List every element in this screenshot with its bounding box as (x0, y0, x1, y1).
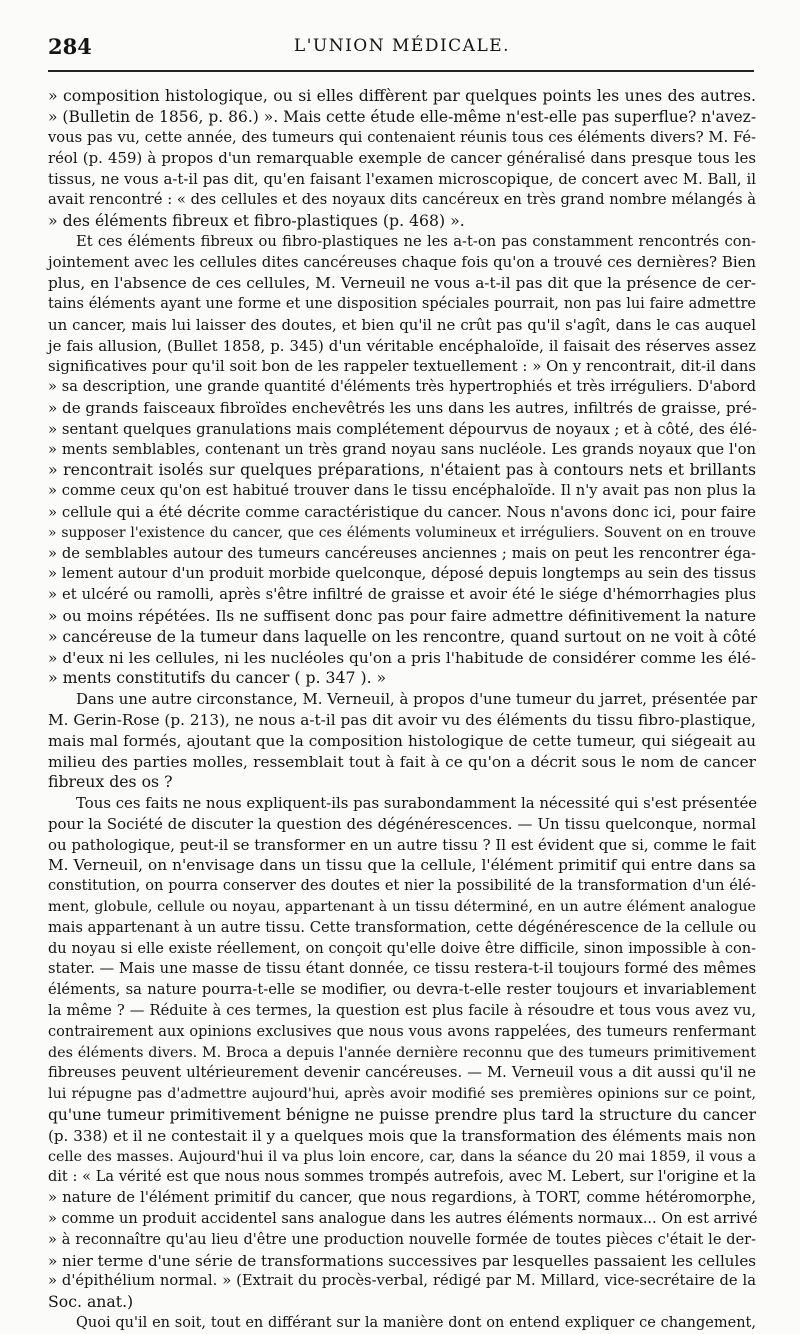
text-line: éléments, sa nature pourra-t-elle se modifier, ou devra-t-elle rester toujours et invariablement (48, 981, 756, 999)
text-line: significatives pour qu'il soit bon de les rappeler textuellement : » On y rencontrait, dit-il dans (48, 357, 756, 376)
text-line: Et ces éléments fibreux ou fibro-plastiques ne les a-t-on pas constamment rencontrés con- (76, 232, 756, 250)
text-line: » cancéreuse de la tumeur dans laquelle on les rencontre, quand surtout on ne voit à côté (48, 627, 757, 646)
text-line: Dans une autre circonstance, M. Verneuil, à propos d'une tumeur du jarret, présentée par (76, 690, 758, 709)
text-line: la même ? — Réduite à ces termes, la question est plus facile à résoudre et tous vous avez vu, (48, 1002, 756, 1020)
text-line: stater. — Mais une masse de tissu étant donnée, ce tissu restera-t-il toujours formé des mêmes (48, 960, 756, 978)
text-line: pour la Société de discuter la question des dégénérescences. — Un tissu quelconque, normal (48, 814, 756, 833)
text-line: dit : « La vérité est que nous nous sommes trompés autrefois, avec M. Lebert, sur l'origine et la (48, 1169, 756, 1186)
text-line: tissus, ne vous a-t-il pas dit, qu'en faisant l'examen microscopique, de concert avec M. Ball, il (48, 170, 756, 189)
text-line: » comme ceux qu'on est habitué trouver dans le tissu encéphaloïde. Il n'y avait pas non plus la (48, 482, 756, 500)
text-line: fibreuses peuvent ultérieurement devenir cancéreuses. — M. Verneuil vous a dit aussi qu'il ne (48, 1064, 756, 1082)
text-line: » cellule qui a été décrite comme caractéristique du cancer. Nous n'avons donc ici, pour faire (48, 502, 756, 521)
text-line: (p. 338) et il ne contestait il y a quelques mois que la transformation des éléments mais non (48, 1126, 756, 1145)
text-line: milieu des parties molles, ressemblait tout à fait à ce qu'on a décrit sous le nom de cancer (48, 752, 756, 771)
text-line: constitution, on pourra conserver des doutes et nier la possibilité de la transformation d'un élé- (48, 878, 756, 895)
text-line: tains éléments ayant une forme et une disposition spéciales pourrait, non pas lui faire admettre (48, 295, 756, 312)
running-title: L'UNION MÉDICALE. (293, 36, 511, 56)
header-rule (48, 70, 754, 72)
text-line: » à reconnaître qu'au lieu d'être une production nouvelle formée de toutes pièces c'était le der- (48, 1231, 756, 1248)
text-line: » d'eux ni les cellules, ni les nucléoles qu'on a pris l'habitude de considérer comme les élé- (48, 648, 756, 667)
text-line: mais appartenant à un autre tissu. Cette transformation, cette dégénérescence de la cellule ou (48, 918, 757, 936)
text-line: » rencontrait isolés sur quelques préparations, n'étaient pas à contours nets et brillants (48, 460, 756, 480)
text-line: plus, en l'absence de ces cellules, M. Verneuil ne vous a-t-il pas dit que la présence de cer- (48, 274, 756, 293)
text-line: » supposer l'existence du cancer, que ces éléments volumineux et irréguliers. Souvent on en trouve (48, 524, 756, 541)
page-header (48, 34, 756, 64)
text-line: des éléments divers. M. Broca a depuis l'année dernière reconnu que des tumeurs primitivement (48, 1044, 756, 1061)
page-number: 284 (48, 34, 92, 59)
text-line: » ments semblables, contenant un très grand noyau sans nucléole. Les grands noyaux que l'on (48, 440, 756, 458)
text-line: » ou moins répétées. Ils ne suffisent donc pas pour faire admettre définitivement la nature (48, 606, 756, 625)
text-line: mais mal formés, ajoutant que la composition histologique de cette tumeur, qui siégeait au (48, 731, 756, 750)
text-line: » sentant quelques granulations mais complétement dépourvus de noyaux ; et à côté, des élé- (48, 419, 757, 438)
text-line: lui répugne pas d'admettre aujourd'hui, après avoir modifié ses premières opinions sur ce point, (48, 1086, 756, 1103)
text-line: Tous ces faits ne nous expliquent-ils pas surabondamment la nécessité qui s'est présentée (76, 794, 758, 813)
text-line: » de semblables autour des tumeurs cancéreuses anciennes ; mais on peut les rencontrer éga- (48, 544, 756, 562)
text-line: Soc. anat.) (48, 1292, 134, 1312)
text-line: du noyau si elle existe réellement, on conçoit qu'elle doive être difficile, sinon impossible à con- (48, 940, 756, 957)
text-line: » d'épithélium normal. » (Extrait du procès-verbal, rédigé par M. Millard, vice-secrétaire de la (48, 1272, 756, 1290)
text-line: un cancer, mais lui laisser des doutes, et bien qu'il ne crût pas qu'il s'agît, dans le cas auquel (48, 315, 756, 334)
text-line: Quoi qu'il en soit, tout en différant sur la manière dont on entend expliquer ce changement, (76, 1315, 756, 1332)
text-line: fibreux des os ? (48, 772, 173, 792)
body-text (48, 86, 756, 1334)
text-line: M. Gerin-Rose (p. 213), ne nous a-t-il pas dit avoir vu des éléments du tissu fibro-plastique, (48, 710, 756, 729)
text-line: » des éléments fibreux et fibro-plastiques (p. 468) ». (48, 210, 465, 230)
text-line: jointement avec les cellules dites cancéreuses chaque fois qu'on a trouvé ces dernières? Bien (48, 253, 756, 272)
text-line: M. Verneuil, on n'envisage dans un tissu que la cellule, l'élément primitif qui entre dans sa (48, 856, 756, 875)
text-line: » de grands faisceaux fibroïdes enchevêtrés les uns dans les autres, infiltrés de graisse, pré- (48, 398, 757, 417)
text-line: » nier terme d'une série de transformations successives par lesquelles passaient les cellules (48, 1251, 756, 1270)
text-line: » nature de l'élément primitif du cancer, que nous regardions, à TORT, comme hétéromorphe, (48, 1189, 756, 1207)
text-line: je fais allusion, (Bullet 1858, p. 345) d'un véritable encéphaloïde, il faisait des réserves assez (48, 336, 756, 355)
text-line: » lement autour d'un produit morbide quelconque, déposé depuis longtemps au sein des tissus (48, 565, 756, 583)
text-line: » comme un produit accidentel sans analogue dans les autres éléments normaux... On est arrivé (48, 1211, 758, 1228)
text-line: » ments constitutifs du cancer ( p. 347 ). » (48, 668, 387, 688)
text-line: avait rencontré : « des cellules et des noyaux dits cancéreux en très grand nombre mélangés à (48, 190, 756, 208)
text-line: ment, globule, cellule ou noyau, appartenant à un tissu déterminé, en un autre élément analogue (48, 899, 756, 916)
text-line: celle des masses. Aujourd'hui il va plus loin encore, car, dans la séance du 20 mai 1859, il vous a (48, 1148, 756, 1165)
text-line: contrairement aux opinions exclusives que nous vous avons rappelées, des tumeurs renfermant (48, 1023, 756, 1040)
text-line: » (Bulletin de 1856, p. 86.) ». Mais cette étude elle-même n'est-elle pas superflue? n'avez- (48, 107, 757, 126)
text-line: qu'une tumeur primitivement bénigne ne puisse prendre plus tard la structure du cancer (48, 1106, 756, 1125)
text-line: » et ulcéré ou ramolli, après s'être infiltré de graisse et avoir été le siége d'hémorrhagies plus (48, 586, 756, 604)
text-line: » sa description, une grande quantité d'éléments très hypertrophiés et très irréguliers. D'abord (48, 379, 756, 396)
text-line: vous pas vu, cette année, des tumeurs qui contenaient réunis tous ces éléments divers? M. Fé- (48, 128, 756, 146)
text-line: ou pathologique, peut-il se transformer en un autre tissu ? Il est évident que si, comme le fait (48, 835, 756, 854)
text-line: » composition histologique, ou si elles diffèrent par quelques points les unes des autres. (48, 86, 756, 105)
text-line: réol (p. 459) à propos d'un remarquable exemple de cancer généralisé dans presque tous les (48, 149, 756, 168)
